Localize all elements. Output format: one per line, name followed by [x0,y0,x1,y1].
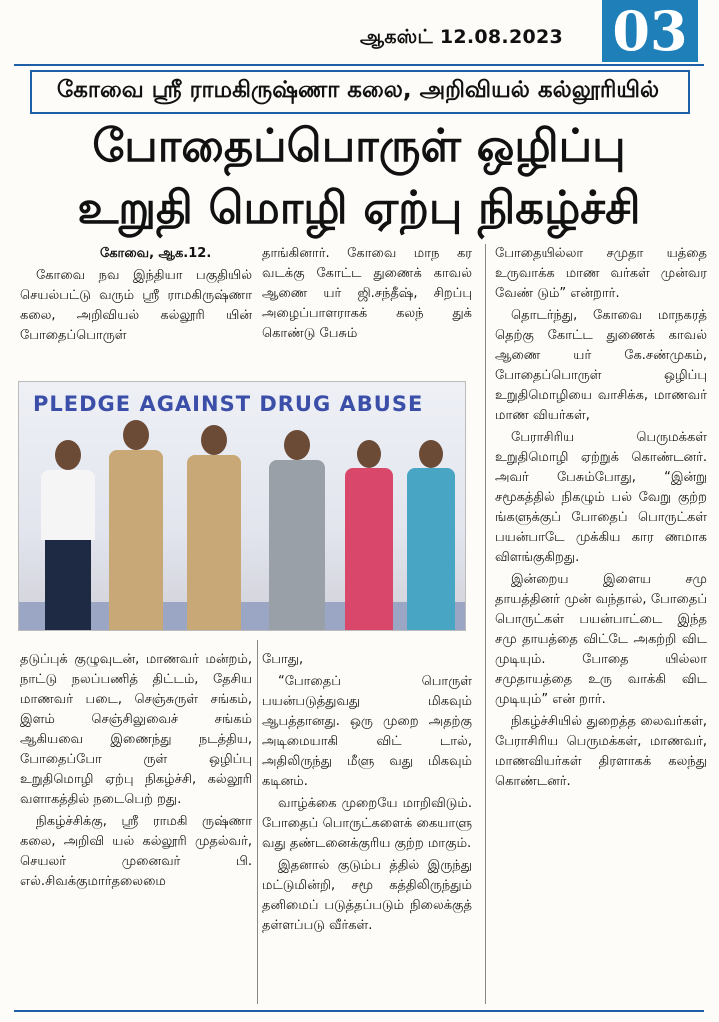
bottom-rule [14,1010,704,1012]
article-paragraph: பேராசிரிய பெருமக்கள் உறுதிமொழி ஏற்றுக் கொண்டனர். அவர் பேசும்போது, “இன்று சமூகத்தில் நிகழும் பல் வேறு குற்ற ங்களுக்குப் போதைப் பொருட்கள் பயன்பாடே முக்கிய கார ணமாக விளங்குகிறது. [495,430,707,565]
kicker: கோவை ஸ்ரீ ராமகிருஷ்ணா கலை, அறிவியல் கல்லூரியில் [56,77,660,103]
article-paragraph: நிகழ்ச்சியில் துறைத்த லைவர்கள், பேராசிரிய பெருமக்கள், மாணவர், மாணவியர்கள் திரளாகக் கலந்து கொண்டனர். [495,714,707,789]
article-paragraph: கோவை நவ இந்தியா பகுதியில் செயல்பட்டு வரும் ஸ்ரீ ராமகிருஷ்ணா கலை, அறிவியல் கல்லூரி யின் போதைப்பொருள் [20,268,252,343]
person-figure [33,440,103,630]
person-figure [183,425,245,630]
article-paragraph: நிகழ்ச்சிக்கு, ஸ்ரீ ராமகி ருஷ்ணா கலை, அறிவி யல் கல்லூரி முதல்வர், செயலர் முனைவர் பி. எல்.சிவக்குமார்தலைமை [20,814,252,889]
event-photo [18,381,466,631]
article-paragraph: இன்றைய இளைய சமு தாயத்தினர் முன் வந்தால், போதைப் பொருட்கள் பயன்பாட்டை இந்த சமு தாயத்தை விட்டே அகற்றி விட முடியும். போதை யில்லா சமுதாயத்தை உரு வாக்கி விட முடியும்” என் றார். [495,572,707,707]
article-paragraph: போது, [262,652,304,667]
article-column-2 [262,244,472,346]
article-paragraph: போதையில்லா சமுதா யத்தை உருவாக்க மாண வர்கள் முன்வர வேண் டும்” என்றார். [495,246,707,301]
headline-line-1: போதைப்பொருள் ஒழிப்பு [92,119,626,172]
headline-line-2: உறுதி மொழி ஏற்பு நிகழ்ச்சி [77,181,641,234]
article-paragraph: தாங்கினார். கோவை மாந கர வடக்கு கோட்ட துணைக் காவல் ஆணை யர் ஜி.சந்தீஷ், சிறப்பு அழைப்பாளராகக் கலந் துக் கொண்டு பேசும் [262,246,472,341]
article-column-3 [495,244,707,794]
person-figure [403,440,459,630]
article-column-1-lower [20,650,252,894]
column-divider [257,640,258,1004]
photo-banner-text: PLEDGE AGAINST DRUG ABUSE [33,392,424,416]
person-figure [105,420,167,630]
column-divider [485,244,486,1004]
article-paragraph: “போதைப் பொருள் பயன்படுத்துவது மிகவும் ஆபத்தானது. ஒரு முறை அதற்கு அடிமையாகி விட் டால், அதிலிருந்து மீளு வது மிகவும் கடினம். [262,674,472,789]
top-rule [14,64,704,66]
masthead [0,0,719,62]
article-paragraph: இதனால் குடும்ப த்தில் இருந்து மட்டுமின்றி, சமூ கத்திலிருந்தும் தனிமைப் படுத்தப்படும் நிலைக்குத் தள்ளப்படு வீர்கள். [262,858,472,933]
person-figure [341,440,397,630]
edition-date: ஆகஸ்ட் 12.08.2023 [360,26,564,48]
person-figure [263,430,331,630]
page-number: 03 [602,0,698,62]
article-column-1 [20,244,252,348]
article-column-2-lower [262,650,472,938]
dateline: கோவை, ஆக.12. [100,246,212,261]
article-paragraph: வாழ்க்கை முறையே மாறிவிடும். போதைப் பொருட்களைக் கையாளு வது தண்டனைக்குரிய குற்ற மாகும். [262,796,472,851]
article-paragraph: தொடர்ந்து, கோவை மாநகரத் தெற்கு கோட்ட துணைக் காவல் ஆணை யர் கே.சண்முகம், போதைப்பொருள் ஒழிப்பு உறுதிமொழியை வாசிக்க, மாணவர் மாண வியர்கள், [495,308,707,423]
article-paragraph: தடுப்புக் குழுவுடன், மாணவர் மன்றம், நாட்டு நலப்பணித் திட்டம், தேசிய மாணவர் படை, செஞ்சுருள் சங்கம், இளம் செஞ்சிலுவைச் சங்கம் ஆகியவை இணைந்து நடத்திய, போதைப்போ ருள் ஒழிப்பு உறுதிமொழி ஏற்பு நிகழ்ச்சி, கல்லூரி வளாகத்தில் நடைபெற் றது. [20,652,252,807]
